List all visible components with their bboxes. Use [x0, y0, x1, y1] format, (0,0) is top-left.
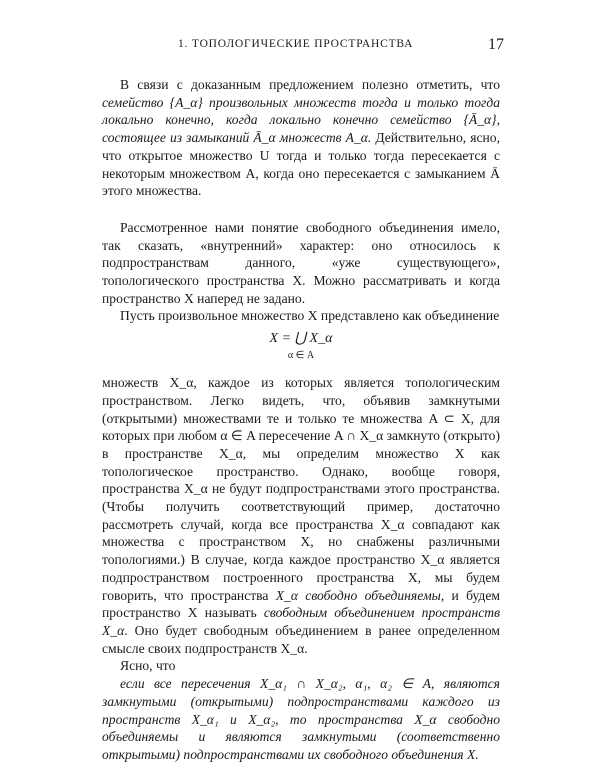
- paragraph-4-body: множеств X_α, каждое из которых является топологическим пространством. Легко видеть, что, объявив замкнутыми (открытыми) множествами те и только те множества A ⊂ X, для которых при любом α ∈ A пересечение A ∩ X_α замкнуто (открыто) в пространстве X_α, мы определим множество X как топологическое пространство. Однако, вообще говоря, пространства X_α не будут подпространствами этого пространства. (Чтобы получить соответствующий пример, достаточно рассмотреть случай, когда все пространства X_α совпадают как множества с пространством X, но снабжены различными топологиями.) В случае, когда каждое пространство X_α является подпространством построенного пространства X, мы будем говорить, что пространства: [102, 375, 500, 603]
- term-free-union: свободным объединением пространств X_α: [102, 605, 500, 638]
- union-formula: [102, 331, 500, 364]
- paragraph-2: Рассмотренное нами понятие свободного объединения имело, так сказать, «внутренний» характер: оно относилось к подпространствам данного, «уже существующего», топологического пространства X. Можно рассматривать и когда пространство X наперед не задано.: [102, 219, 500, 306]
- paragraph-5: Ясно, что: [120, 658, 176, 674]
- paragraph-1-intro: В связи с доказанным предложением полезно отметить, что: [120, 77, 500, 92]
- paragraph-6-proposition: если все пересечения X_α₁ ∩ X_α₂, α₁, α₂ ∈ A, являются замкнутыми (открытыми) подпространствами каждого из пространств X_α₁ и X_α₂, то пространства X_α свободно объединяемы и являются замкнутыми (соответственно открытыми) подпространствами их свободного объединения X.: [102, 676, 500, 762]
- proposition-local-finiteness: семейство {A_α} произвольных множеств тогда и только тогда локально конечно, когда локально конечно семейство {Ā_α}, состоящее из замыканий Ā_α множеств A_α.: [102, 94, 500, 146]
- term-freely-unitable: X_α свободно объединяемы: [275, 587, 441, 603]
- union-formula-subscript: α ∈ A: [287, 350, 315, 362]
- paragraph-gap: [102, 200, 500, 219]
- paragraph-3: Пусть произвольное множество X представлено как объединение: [120, 308, 500, 324]
- paragraph-4-end: . Оно будет свободным объединением в ранее определенном смысле своих подпространств X_α.: [102, 622, 500, 656]
- paragraph-1-proof: Действительно, ясно, что открытое множество U тогда и только тогда пересекается с некоторым множеством A, когда оно пересекается с замыканием Ā этого множества.: [102, 130, 500, 199]
- union-formula-main: X = ⋃ X_α: [269, 331, 333, 347]
- paragraph-4-mid: , и будем пространство X называть: [102, 587, 500, 621]
- running-head: [0, 36, 600, 58]
- paragraph-4: [102, 374, 500, 657]
- page-number: 17: [488, 36, 504, 53]
- chapter-title: 1. ТОПОЛОГИЧЕСКИЕ ПРОСТРАНСТВА: [178, 38, 414, 50]
- paragraph-1: [102, 76, 500, 200]
- body-text: [102, 76, 500, 764]
